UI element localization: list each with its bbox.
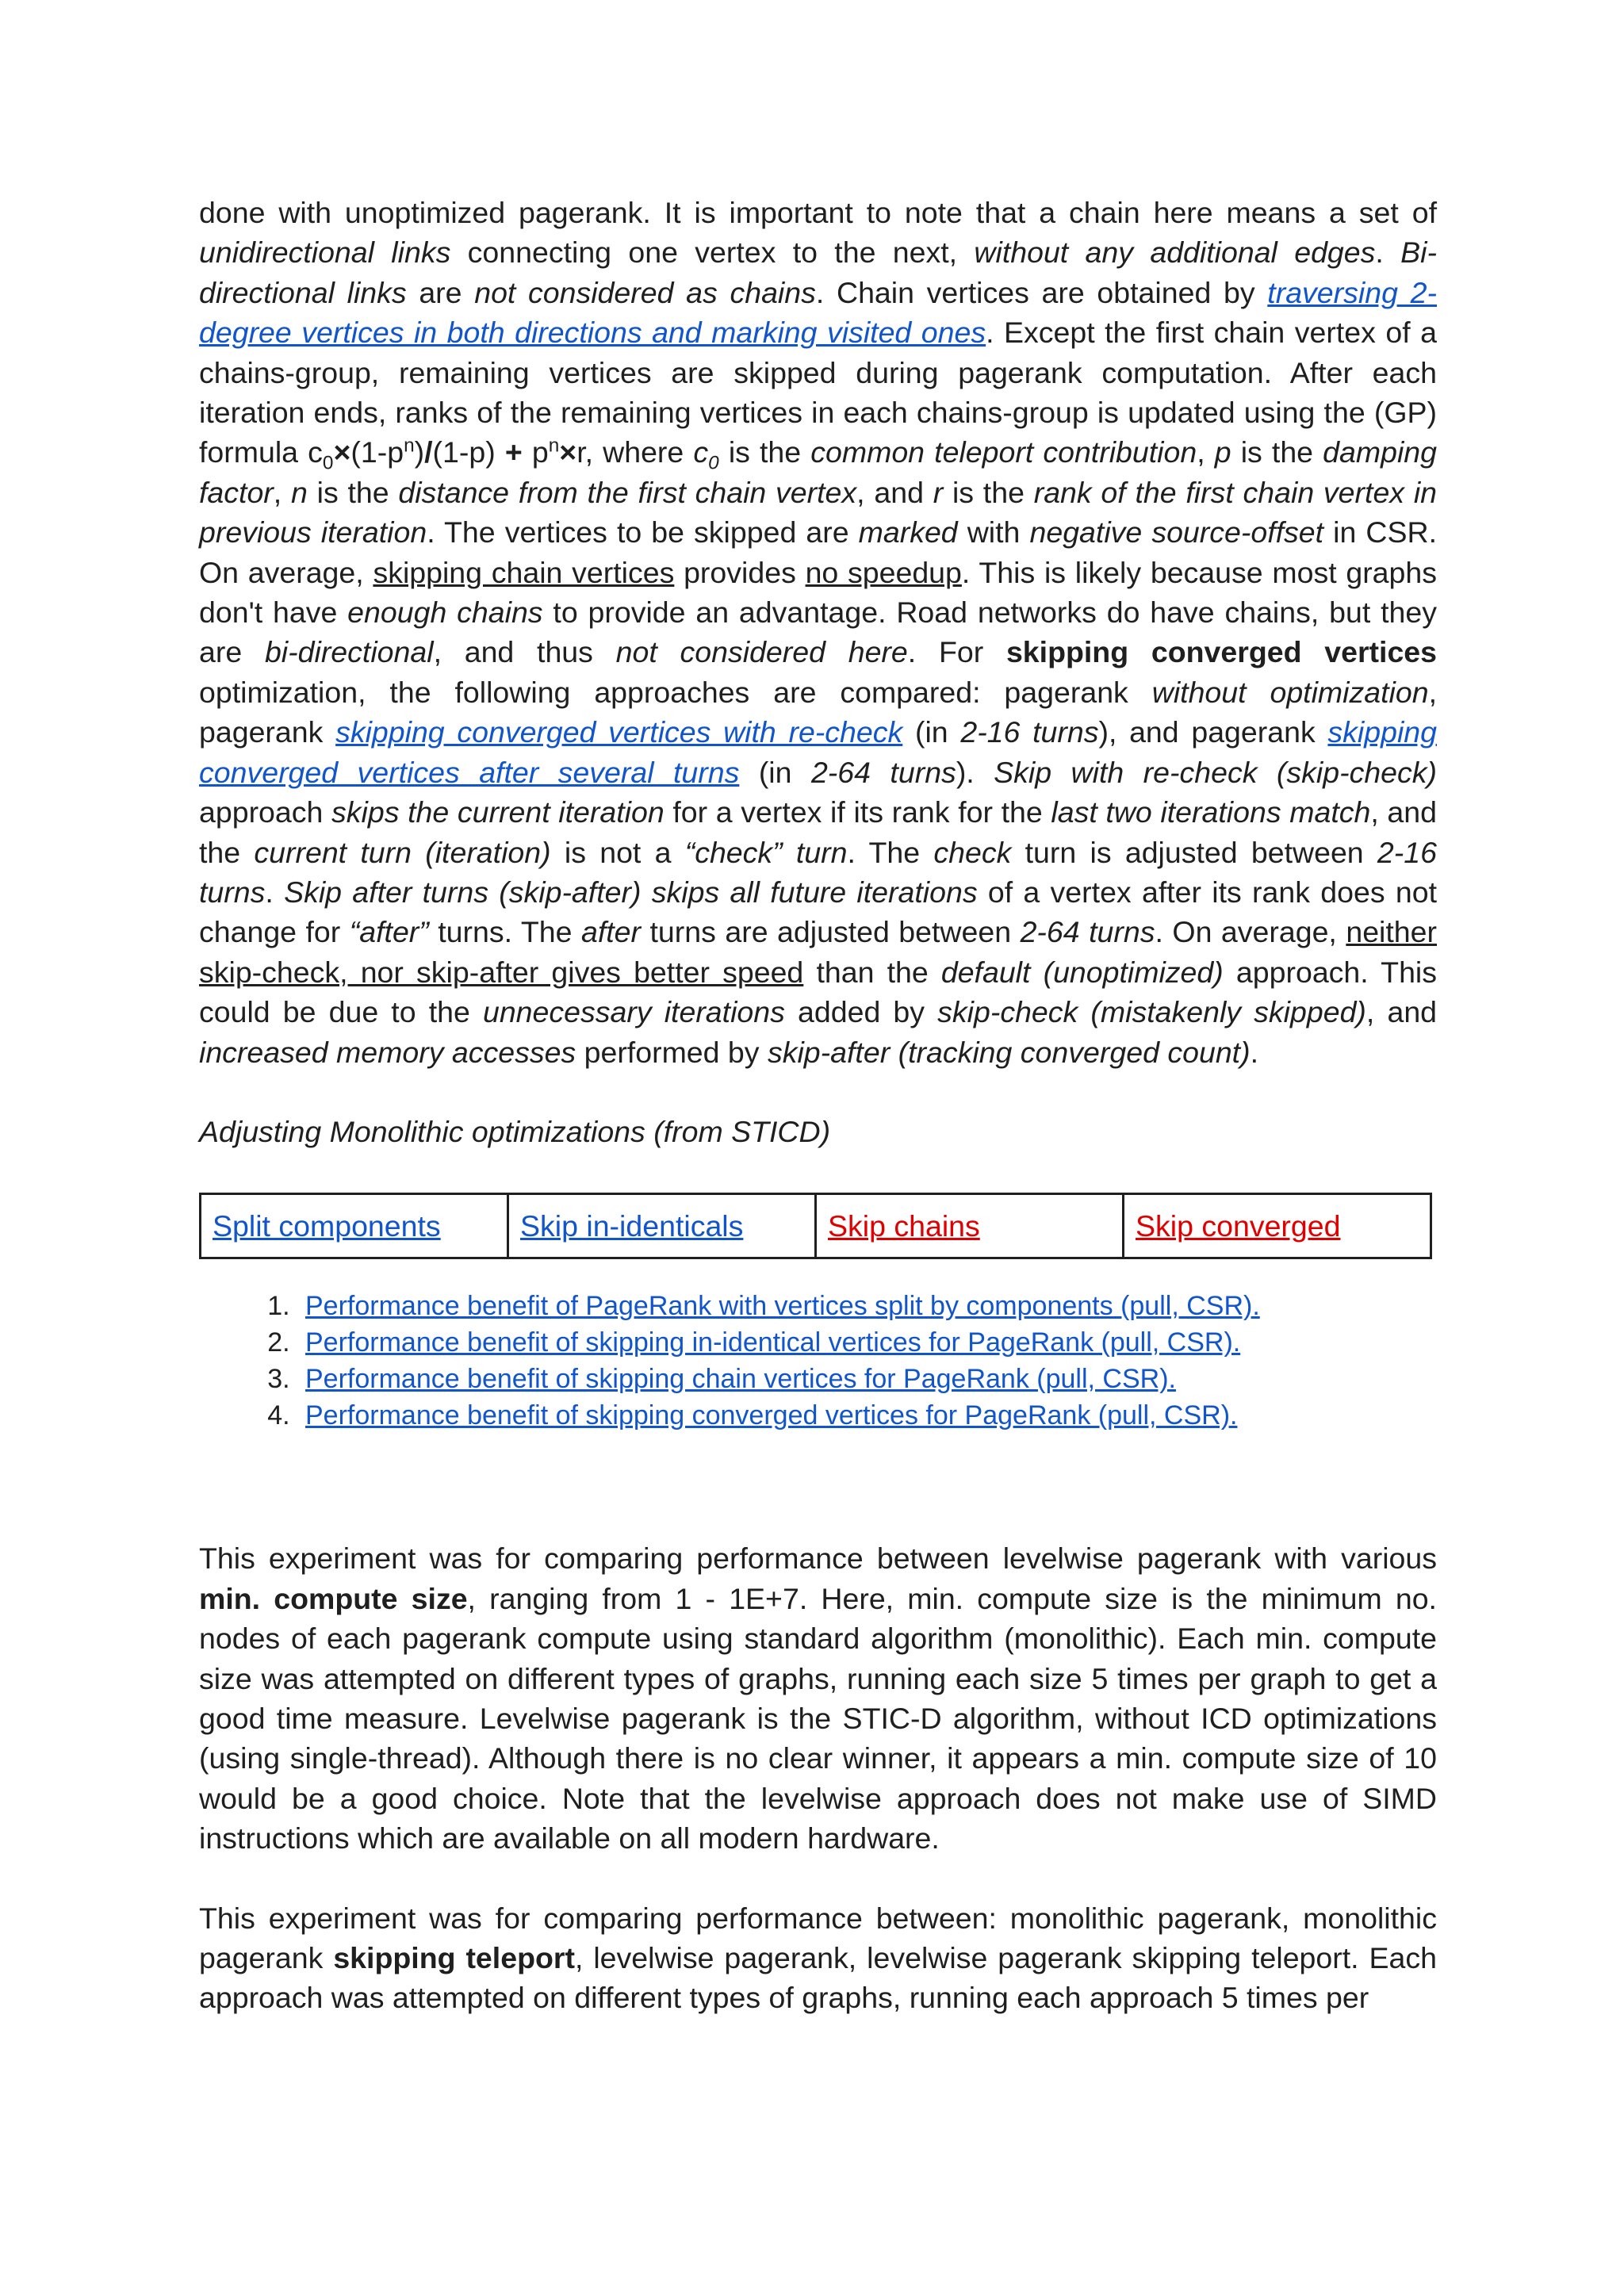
text-italic: increased memory accesses <box>199 1035 576 1069</box>
text: . <box>1375 236 1401 270</box>
link-text: skipping converged vertices with re-check <box>335 715 903 749</box>
text: performed by <box>576 1035 768 1069</box>
text: , <box>1197 435 1215 469</box>
text-underlined: skipping chain vertices <box>373 555 675 589</box>
text: This experiment was for comparing performance between: monolithic pagerank, monolithic pagerank <box>199 1901 1437 1974</box>
link-skip-in-identicals[interactable]: Skip in-identicals <box>520 1209 744 1243</box>
text: than the <box>803 955 941 989</box>
text-bold: min. compute size <box>199 1581 468 1615</box>
text-italic: p <box>1214 435 1231 469</box>
text: . This is likely because most graphs don't have <box>199 555 1438 630</box>
text: is the <box>943 475 1034 509</box>
text: . For <box>907 635 1006 669</box>
times-symbol: × <box>333 435 351 469</box>
text: with <box>957 515 1030 550</box>
reference-link[interactable]: Performance benefit of skipping converged vertices for PageRank (pull, CSR). <box>305 1400 1238 1431</box>
text-italic: skip-after (tracking converged count) <box>767 1035 1251 1069</box>
document-page <box>199 193 1437 2018</box>
text: are <box>406 275 475 309</box>
link-text: traversing 2-degree vertices in both directions and marking visited ones <box>199 275 1437 350</box>
text: . The vertices to be skipped are <box>427 515 859 550</box>
link-skip-chains[interactable]: Skip chains <box>828 1209 980 1243</box>
text-italic: distance from the first chain vertex <box>398 475 857 509</box>
text: (in <box>902 715 961 749</box>
reference-link[interactable]: Performance benefit of skipping chain vertices for PageRank (pull, CSR). <box>305 1364 1176 1395</box>
subscript: 0 <box>708 452 719 474</box>
link-split-components[interactable]: Split components <box>213 1209 441 1243</box>
text: approach <box>199 795 332 829</box>
text: , <box>273 475 291 509</box>
text-italic: rank of the first chain vertex in previous iteration <box>199 475 1438 550</box>
text-italic: 2-64 turns <box>810 755 956 789</box>
divide-symbol: / <box>424 435 433 469</box>
text: . Chain vertices are obtained by <box>815 275 1268 309</box>
text-italic: not considered as chains <box>474 275 816 309</box>
link-skip-converged[interactable]: Skip converged <box>1136 1209 1341 1243</box>
text: . Except the first chain vertex of a chains-group, remaining vertices are skipped during pagerank computation. After each iteration ends, ranks of the remaining vertices in each chains-group is updated using the (GP) formula c <box>199 316 1438 469</box>
text: is the <box>307 475 399 509</box>
text-italic: without any additional edges <box>974 236 1376 270</box>
optimizations-table <box>199 1193 1432 1259</box>
reference-link[interactable]: Performance benefit of skipping in-identical vertices for PageRank (pull, CSR). <box>305 1327 1241 1358</box>
text-italic: skips the current iteration <box>331 795 665 829</box>
link-text: skipping converged vertices after several turns <box>199 715 1438 789</box>
text-italic: default (unoptimized) <box>940 955 1224 989</box>
list-item <box>297 1324 1437 1361</box>
text-italic: common teleport contribution <box>810 435 1197 469</box>
table-cell <box>816 1194 1124 1258</box>
plus-symbol: + <box>504 435 523 469</box>
text-bold: skipping teleport <box>333 1941 575 1974</box>
table-row <box>201 1194 1431 1258</box>
text-underlined: no speedup <box>805 555 962 589</box>
spacer <box>199 1434 1437 1538</box>
text-italic: marked <box>858 515 958 550</box>
text-italic: “after” <box>349 915 429 949</box>
text-italic: after <box>580 915 642 949</box>
text: . On average, <box>1155 915 1346 949</box>
table-cell <box>1124 1194 1431 1258</box>
text: of a vertex after its rank does not change for <box>199 875 1438 949</box>
text-italic: unidirectional links <box>199 236 451 270</box>
table-cell <box>508 1194 816 1258</box>
text-italic: c <box>693 435 709 469</box>
reference-link[interactable]: Performance benefit of PageRank with vertices split by components (pull, CSR). <box>305 1291 1260 1322</box>
text: turn is adjusted between <box>1011 835 1377 869</box>
text-italic: last two iterations match <box>1051 795 1371 829</box>
text-italic: Skip after turns (skip-after) skips all future iterations <box>284 875 978 909</box>
text: turns. The <box>428 915 581 949</box>
text: done with unoptimized pagerank. It is important to note that a chain here means a set of <box>199 196 1437 229</box>
text: ), and pagerank <box>1098 715 1328 749</box>
text: is the <box>1231 435 1323 469</box>
paragraph-chains-and-converged <box>199 193 1437 1072</box>
text: , and the <box>199 795 1437 869</box>
text-italic: check <box>933 835 1012 869</box>
text: for a vertex if its rank for the <box>664 795 1051 829</box>
list-item <box>297 1397 1437 1434</box>
text: . <box>265 875 285 909</box>
text-italic: skip-check (mistakenly skipped) <box>937 995 1366 1029</box>
text-italic: negative source-offset <box>1029 515 1324 550</box>
text: ) <box>414 435 425 469</box>
text: , and <box>1365 995 1438 1029</box>
text: . <box>1250 1035 1258 1069</box>
paragraph-skipping-teleport <box>199 1898 1437 2018</box>
superscript: n <box>548 435 560 457</box>
text-italic: enough chains <box>347 596 543 630</box>
text: This experiment was for comparing performance between levelwise pagerank with various <box>199 1541 1437 1576</box>
text-italic: 2-64 turns <box>1020 915 1155 949</box>
text: is the <box>718 435 811 469</box>
times-symbol: × <box>559 435 577 469</box>
text-bold: skipping converged vertices <box>1005 635 1438 669</box>
text: approach. This could be due to the <box>199 955 1438 1029</box>
text-underlined: neither skip-check, nor skip-after gives better speed <box>199 915 1438 989</box>
text-italic: n <box>290 475 308 509</box>
text-italic: r <box>933 475 944 509</box>
text-italic: damping factor <box>199 435 1438 509</box>
text: turns are adjusted between <box>641 915 1021 949</box>
text: , and <box>856 475 933 509</box>
list-item <box>297 1361 1437 1397</box>
text: , levelwise pagerank, levelwise pagerank skipping teleport. Each approach was attempted on different types of graphs, running each approach 5 times per <box>199 1941 1438 2015</box>
text-italic: not considered here <box>615 635 908 669</box>
text-italic: unnecessary iterations <box>482 995 785 1029</box>
text: in CSR. On average, <box>199 515 1437 589</box>
reference-list <box>199 1288 1437 1434</box>
text: , ranging from 1 - 1E+7. Here, min. compute size is the minimum no. nodes of each pagerank compute using standard algorithm (monolithic). Each min. compute size was attempted on different types of graphs, running each size 5 times per graph to get a good time measure. Levelwise pagerank is the STIC-D algorithm, without ICD optimizations (using single-thread). Although there is no clear winner, it appears a min. compute size of 10 would be a good choice. Note that the levelwise approach does not make use of SIMD instructions which are available on all modern hardware. <box>199 1581 1437 1855</box>
link-skip-converged-recheck[interactable] <box>335 715 902 749</box>
table-cell <box>201 1194 508 1258</box>
text: ). <box>956 755 994 789</box>
text: , pagerank <box>199 675 1437 749</box>
text: (in <box>739 755 811 789</box>
text: added by <box>784 995 938 1029</box>
text: provides <box>674 555 806 589</box>
text-italic: 2-16 turns <box>960 715 1099 749</box>
subscript: 0 <box>322 452 334 474</box>
text-italic: “check” turn <box>684 835 848 869</box>
text: (1-p) <box>432 435 505 469</box>
paragraph-min-compute-size <box>199 1538 1437 1858</box>
text-italic: without optimization <box>1151 675 1429 709</box>
text-italic: Skip with re-check (skip-check) <box>994 755 1438 789</box>
list-item <box>297 1288 1437 1324</box>
text: is not a <box>550 835 685 869</box>
text: connecting one vertex to the next, <box>450 236 975 270</box>
text: p <box>522 435 549 469</box>
text: optimization, the following approaches are compared: pagerank <box>199 675 1152 709</box>
text: (1-p <box>350 435 404 469</box>
text-italic: Bi-directional links <box>199 236 1437 309</box>
text: , and thus <box>433 635 616 669</box>
text: . The <box>847 835 934 869</box>
section-heading: Adjusting Monolithic optimizations (from STICD) <box>199 1114 831 1148</box>
superscript: n <box>404 435 415 457</box>
text-italic: current turn (iteration) <box>254 835 551 869</box>
text-italic: 2-16 turns <box>199 835 1437 909</box>
text: to provide an advantage. Road networks do have chains, but they are <box>199 596 1437 669</box>
text: r, where <box>576 435 694 469</box>
text-italic: bi-directional <box>264 635 434 669</box>
